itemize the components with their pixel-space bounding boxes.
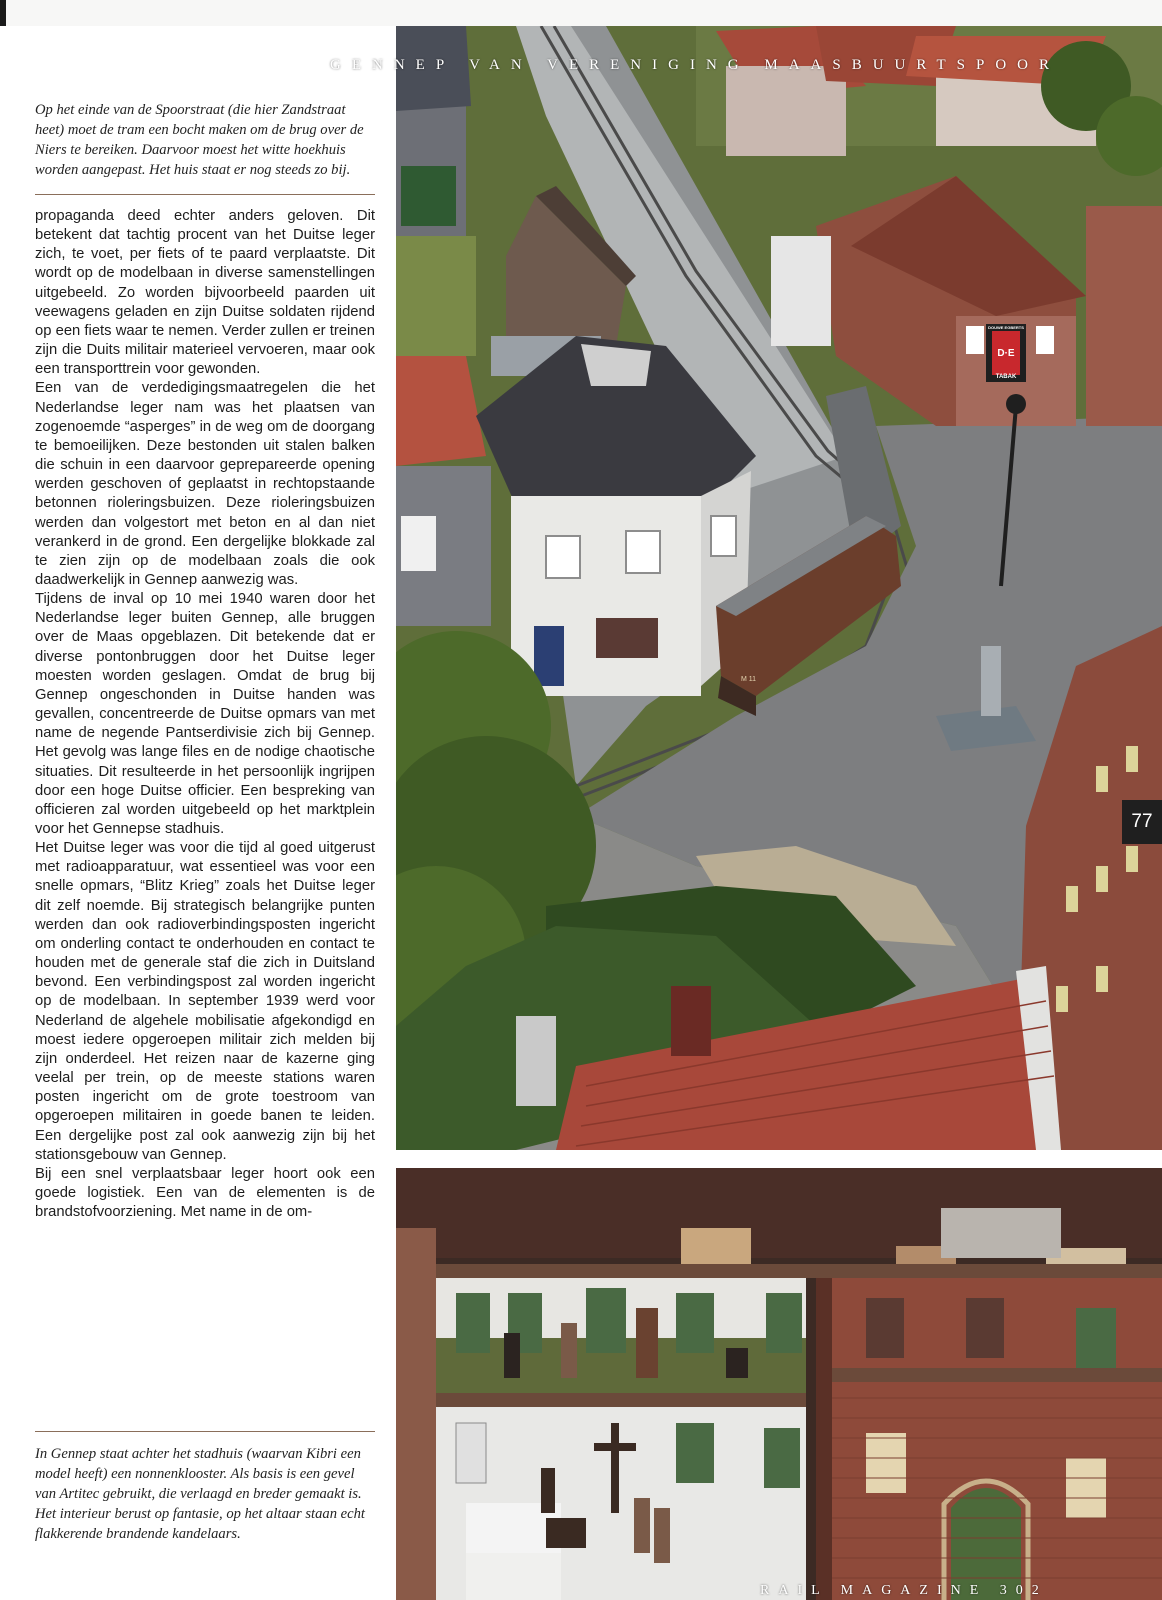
text-column bbox=[35, 100, 375, 1222]
convent-interior-photo bbox=[396, 1168, 1162, 1600]
caption-divider bbox=[35, 194, 375, 195]
article-body bbox=[35, 207, 375, 1222]
page-number: 77 bbox=[1122, 800, 1162, 844]
scan-top-band bbox=[0, 0, 1162, 26]
shop-sign-top: DOUWE EGBERTS bbox=[988, 325, 1024, 330]
shop-sign-bottom: TABAK bbox=[995, 374, 1017, 380]
running-header: GENNEP VAN VERENIGING MAASBUURTSPOOR bbox=[330, 57, 1060, 73]
shop-sign-logo: D·E bbox=[997, 348, 1015, 359]
article-paragraph: Het Duitse leger was voor die tijd al goed uitgerust met radioapparatuur, wat essentieel was voor een snelle opmars, “Blitz Krieg” zoals het Duitse leger dit zelf noemde. Bij strategisch belangrijke punten werden dan ook radioverbindingsposten ingericht om onderling contact te onderhouden en contact te houden met de generale staf die zich in Duitsland bevond. Een verbindingspost zal worden ingericht op de modelbaan. In september 1939 werd voor Nederland de algehele mobilisatie afgekondigd en moest iedere opgeroepen militair zich melden bij zijn onderdeel. Het reizen naar de kazerne ging veelal per trein, op de meeste stations waren posten ingericht om de grote toestroom van opgeroepen militairen in goede banen te leiden. Een dergelijke post zal ook aanwezig zijn bij het stationsgebouw van Gennep. bbox=[35, 840, 375, 1163]
tram-number: M 11 bbox=[741, 676, 757, 683]
photo-caption-top: Op het einde van de Spoorstraat (die hier Zandstraat heet) moet de tram een bocht maken om de brug over de Niers te bereiken. Daarvoor moest het witte hoekhuis worden aangepast. Het huis staat er nog steeds zo bij. bbox=[35, 102, 364, 178]
photo-caption-bottom: In Gennep staat achter het stadhuis (waarvan Kibri een model heeft) een nonnenklooster. Als basis is een gevel van Artitec gebruikt, die verlaagd en breder gemaakt is. Het interieur berust op fantasie, op het altaar staan echt flakkerende brandende kandelaars. bbox=[35, 1446, 365, 1542]
article-paragraph: Een van de verdedigingsmaatregelen die het Nederlandse leger nam was het plaatsen van zogenoemde “asperges” in de weg om de doorgang te bemoeilijken. Deze bestonden uit stalen balken die schuin in een daarvoor geprepareerde opening werden geschoven of geplaatst in rechtopstaande betonnen rioleringsbuizen. Deze rioleringsbuizen werden dan volgestort met beton en al dan niet verankerd in de grond. Een dergelijke blokkade zal te zien zijn op de modelbaan zoals die ook daadwerkelijk in Gennep aanwezig was. bbox=[35, 380, 375, 588]
article-paragraph: Tijdens de inval op 10 mei 1940 waren door het Nederlandse leger buiten Gennep, alle bruggen over de Maas opgeblazen. Dit betekende dat er diverse pontonbruggen door het Duitse leger moesten worden geslagen. Omdat de brug bij Gennep ongeschonden in Duitse handen was gevallen, concentreerde de Duitse opmars van met name de negende Pantserdivisie zich bij Gennep. Het gevolg was lange files en de nodige chaotische situaties. Dit resulteerde in het persoonlijk ingrijpen door een hoge Duitse officier. Een bespreking van officieren zal worden uitgebeeld op het marktplein voor het Gennepse stadhuis. bbox=[35, 591, 375, 837]
scan-edge-mark bbox=[0, 0, 6, 26]
model-railway-photo bbox=[396, 26, 1162, 1150]
magazine-footer: RAIL MAGAZINE 302 bbox=[760, 1583, 1048, 1598]
article-paragraph: Bij een snel verplaatsbaar leger hoort ook een goede logistiek. Een van de elementen is de brandstofvoorziening. Met name in de om- bbox=[35, 1165, 375, 1221]
caption-divider bbox=[35, 1431, 375, 1432]
article-paragraph: propaganda deed echter anders geloven. Dit betekent dat tachtig procent van het Duitse leger zich, te voet, per fiets of te paard verplaatste. Dit wordt op de modelbaan in diverse samenstellingen uitgebeeld. Zo worden bijvoorbeeld paarden uit veewagens geladen en zijn Duitse soldaten rijdend op een fiets waar te nemen. Verder zullen er treinen zijn die Duits militair materieel vervoeren, maar ook een transporttrein voor gewonden. bbox=[35, 208, 375, 378]
bottom-caption-block bbox=[35, 1431, 375, 1544]
